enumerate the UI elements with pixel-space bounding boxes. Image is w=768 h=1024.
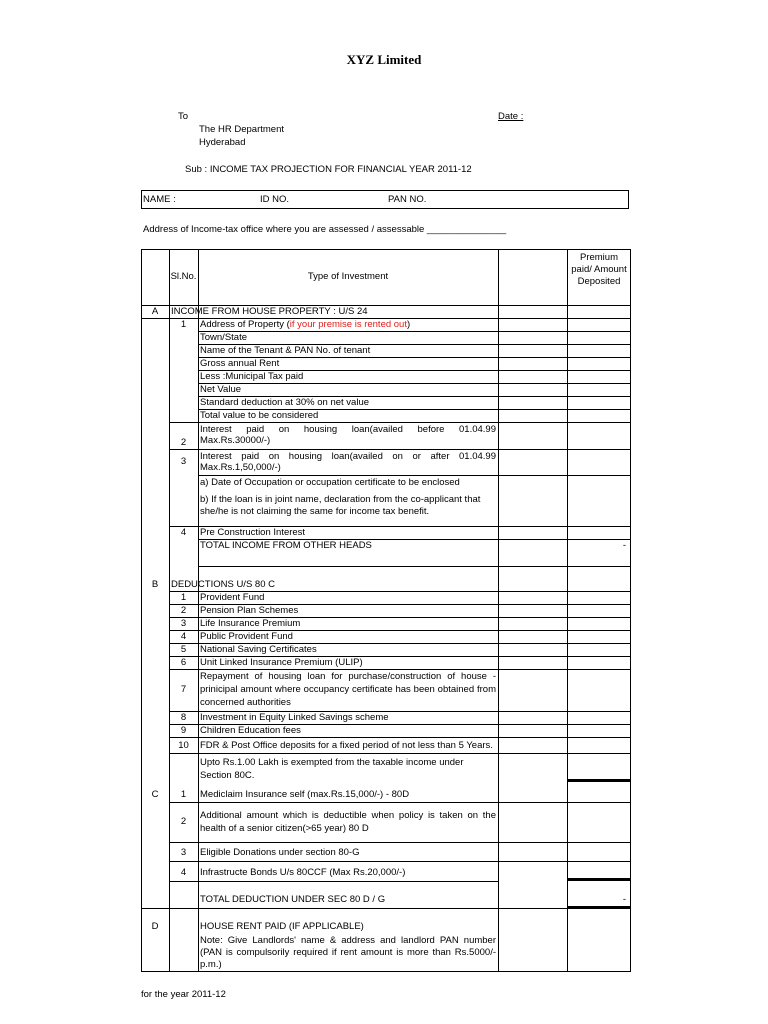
grid-hline: [567, 878, 631, 881]
recipient-department: The HR Department: [199, 124, 285, 135]
grid-hline: [498, 908, 568, 909]
section-a-title: INCOME FROM HOUSE PROPERTY : U/S 24: [171, 306, 368, 317]
section-a-item-2-no: 2: [180, 437, 187, 448]
grid-hline: [567, 906, 631, 909]
subject-line: Sub : INCOME TAX PROJECTION FOR FINANCIAL YEAR 2011-12: [185, 164, 472, 175]
section-b-item-no: 5: [180, 644, 187, 655]
section-c-item-1-text: Mediclaim Insurance self (max.Rs.15,000/-) - 80D: [200, 789, 410, 800]
section-b-item-text: Repayment of housing loan for purchase/construction of house - prinicipal amount where occupancy certificate has been obtained from concerned authorities: [200, 671, 496, 708]
section-d-title: HOUSE RENT PAID (IF APPLICABLE): [200, 921, 364, 932]
section-c-intro: Upto Rs.1.00 Lakh is exempted from the taxable income under Section 80C.: [200, 757, 464, 781]
date-label: Date :: [498, 111, 524, 122]
grid-hline: [141, 249, 631, 250]
section-a-item-3-note-a: a) Date of Occupation or occupation certificate to be enclosed: [200, 477, 460, 488]
section-a-subrow: Total value to be considered: [200, 410, 319, 421]
section-d-letter: D: [151, 921, 159, 932]
section-b-item-no: 10: [178, 740, 189, 751]
section-a-item-1-text: [200, 319, 410, 331]
section-a-subrow: Standard deduction at 30% on net value: [200, 397, 370, 408]
section-b-title: DEDUCTIONS U/S 80 C: [171, 579, 275, 590]
grid-hline: [169, 842, 631, 843]
investment-table: [141, 249, 630, 972]
to-label: To: [178, 111, 189, 122]
section-b-item-no: 7: [180, 684, 187, 695]
company-title: XYZ Limited: [346, 52, 422, 67]
section-a-subrow: Town/State: [200, 332, 247, 343]
section-a-item-1-no: 1: [180, 319, 187, 330]
section-c-item-2-text: Additional amount which is deductible when policy is taken on the health of a senior citizen(>65 year) 80 D: [200, 810, 496, 834]
section-a-subrow: Gross annual Rent: [200, 358, 280, 369]
name-label: NAME :: [143, 194, 176, 205]
header-sl-no: Sl.No.: [170, 271, 197, 282]
section-b-item-text: Unit Linked Insurance Premium (ULIP): [200, 657, 363, 668]
section-c-item-3-no: 3: [180, 847, 187, 858]
grid-hline: [141, 908, 499, 909]
grid-hline: [198, 475, 631, 476]
section-a-subrow: Net Value: [200, 384, 242, 395]
rented-note: if your premise is rented out: [289, 319, 407, 330]
section-b-item-no: 9: [180, 725, 187, 736]
closing-paren: ): [407, 319, 411, 330]
section-b-item-text: Provident Fund: [200, 592, 265, 603]
header-type-of-investment: Type of Investment: [307, 271, 389, 282]
section-c-item-1-no: 1: [180, 789, 187, 800]
section-a-letter: A: [151, 306, 159, 317]
section-a-item-4-no: 4: [180, 527, 187, 538]
grid-hline: [169, 449, 631, 450]
section-c-item-2-no: 2: [180, 816, 187, 827]
section-a-subrow: Name of the Tenant & PAN No. of tenant: [200, 345, 371, 356]
section-a-item-3-no: 3: [180, 456, 187, 467]
grid-hline: [169, 881, 499, 882]
section-b-letter: B: [151, 579, 159, 590]
grid-hline: [198, 566, 631, 567]
section-b-item-no: 2: [180, 605, 187, 616]
section-a-total-label: TOTAL INCOME FROM OTHER HEADS: [200, 540, 372, 551]
section-a-item-3-note-b: b) If the loan is in joint name, declaration from the co-applicant that she/he is not claiming the same for income tax benefit.: [200, 494, 481, 517]
employee-details-box: [141, 190, 629, 209]
pan-no-label: PAN NO.: [388, 194, 427, 205]
section-b-item-no: 6: [180, 657, 187, 668]
section-a-item-4-text: Pre Construction Interest: [200, 527, 306, 538]
section-b-item-no: 4: [180, 631, 187, 642]
grid-hline: [169, 802, 631, 803]
grid-hline: [198, 383, 631, 384]
section-d-note: Note: Give Landlords' name & address and landlord PAN number (PAN is compulsorily required if rent amount is more than Rs.5000/- p.m.): [200, 935, 496, 970]
header-premium-paid: Premium paid/ Amount Deposited: [571, 252, 627, 287]
section-b-item-no: 3: [180, 618, 187, 629]
grid-hline: [169, 737, 631, 738]
section-c-item-3-text: Eligible Donations under section 80-G: [200, 847, 360, 858]
grid-vline: [141, 249, 142, 972]
section-c-item-4-no: 4: [180, 867, 187, 878]
section-b-item-text: Children Education fees: [200, 725, 301, 736]
section-a-item-2-text: Interest paid on housing loan(availed before 01.04.99 Max.Rs.30000/-): [200, 424, 496, 446]
grid-hline: [141, 971, 631, 972]
footer-note: for the year 2011-12: [141, 989, 226, 1000]
section-b-item-text: FDR & Post Office deposits for a fixed period of not less than 5 Years.: [200, 740, 493, 751]
section-b-item-text: Investment in Equity Linked Savings scheme: [200, 712, 389, 723]
grid-hline: [169, 861, 631, 862]
section-c-total-label: TOTAL DEDUCTION UNDER SEC 80 D / G: [200, 894, 386, 905]
section-a-subrow: Less :Municipal Tax paid: [200, 371, 304, 382]
section-b-item-no: 8: [180, 712, 187, 723]
address-of-property-label: Address of Property (: [200, 319, 290, 330]
grid-hline: [198, 331, 631, 332]
grid-hline: [169, 422, 631, 423]
section-b-item-text: Pension Plan Schemes: [200, 605, 299, 616]
income-tax-office-line: Address of Income-tax office where you are assessed / assessable _______________: [143, 224, 507, 235]
id-no-label: ID NO.: [260, 194, 290, 205]
grid-hline: [567, 779, 631, 782]
recipient-city: Hyderabad: [199, 137, 246, 148]
grid-hline: [169, 753, 631, 754]
section-c-letter: C: [151, 789, 159, 800]
section-c-total-value: -: [622, 894, 626, 905]
section-b-item-text: National Saving Certificates: [200, 644, 317, 655]
section-b-item-text: Life Insurance Premium: [200, 618, 301, 629]
section-a-item-3-text: Interest paid on housing loan(availed on or after 01.04.99 Max.Rs.1,50,000/-): [200, 451, 496, 473]
section-a-total-value: -: [622, 540, 626, 551]
section-b-item-no: 1: [180, 592, 187, 603]
section-c-item-4-text: Infrastructe Bonds U/s 80CCF (Max Rs.20,000/-): [200, 867, 406, 878]
section-b-item-text: Public Provident Fund: [200, 631, 293, 642]
